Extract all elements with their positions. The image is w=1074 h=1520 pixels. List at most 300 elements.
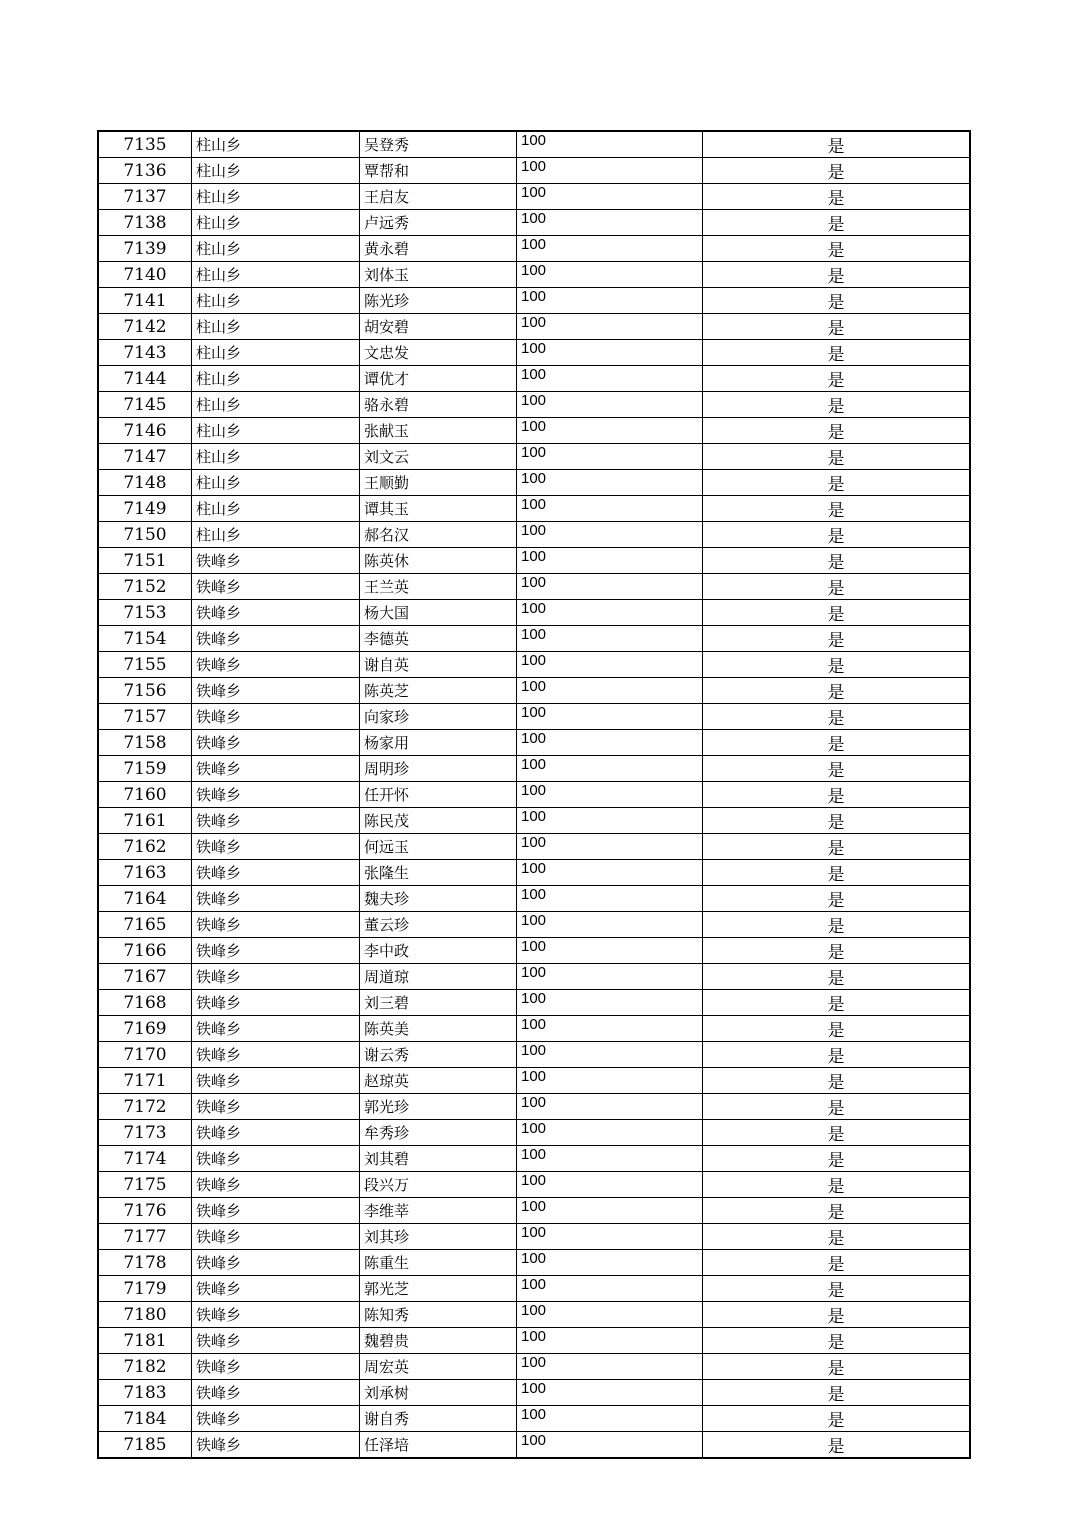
cell-serial-number: 7159 xyxy=(98,756,192,782)
cell-person-name: 董云珍 xyxy=(360,912,517,938)
cell-amount: 100 xyxy=(517,652,703,678)
cell-status: 是 xyxy=(703,236,971,262)
cell-serial-number: 7164 xyxy=(98,886,192,912)
cell-township: 铁峰乡 xyxy=(192,1224,360,1250)
cell-status: 是 xyxy=(703,756,971,782)
cell-status: 是 xyxy=(703,1016,971,1042)
cell-status: 是 xyxy=(703,886,971,912)
cell-serial-number: 7153 xyxy=(98,600,192,626)
cell-status: 是 xyxy=(703,262,971,288)
cell-status: 是 xyxy=(703,678,971,704)
cell-serial-number: 7177 xyxy=(98,1224,192,1250)
cell-amount: 100 xyxy=(517,236,703,262)
table-row xyxy=(98,990,970,1016)
cell-status: 是 xyxy=(703,574,971,600)
cell-status: 是 xyxy=(703,288,971,314)
cell-township: 铁峰乡 xyxy=(192,626,360,652)
cell-township: 铁峰乡 xyxy=(192,1094,360,1120)
cell-status: 是 xyxy=(703,340,971,366)
cell-status: 是 xyxy=(703,1068,971,1094)
cell-township: 铁峰乡 xyxy=(192,912,360,938)
cell-serial-number: 7161 xyxy=(98,808,192,834)
cell-person-name: 张献玉 xyxy=(360,418,517,444)
cell-status: 是 xyxy=(703,990,971,1016)
cell-person-name: 牟秀珍 xyxy=(360,1120,517,1146)
cell-status: 是 xyxy=(703,131,971,158)
cell-amount: 100 xyxy=(517,1120,703,1146)
cell-serial-number: 7142 xyxy=(98,314,192,340)
cell-township: 铁峰乡 xyxy=(192,1380,360,1406)
cell-serial-number: 7140 xyxy=(98,262,192,288)
cell-amount: 100 xyxy=(517,1432,703,1459)
table-row xyxy=(98,1224,970,1250)
cell-township: 铁峰乡 xyxy=(192,1042,360,1068)
cell-serial-number: 7163 xyxy=(98,860,192,886)
cell-status: 是 xyxy=(703,470,971,496)
cell-status: 是 xyxy=(703,704,971,730)
cell-person-name: 刘承树 xyxy=(360,1380,517,1406)
cell-person-name: 李德英 xyxy=(360,626,517,652)
cell-amount: 100 xyxy=(517,1276,703,1302)
cell-amount: 100 xyxy=(517,210,703,236)
table-row xyxy=(98,1120,970,1146)
cell-status: 是 xyxy=(703,938,971,964)
cell-person-name: 周明珍 xyxy=(360,756,517,782)
cell-person-name: 王启友 xyxy=(360,184,517,210)
cell-serial-number: 7156 xyxy=(98,678,192,704)
table-row xyxy=(98,1380,970,1406)
table-row xyxy=(98,808,970,834)
cell-amount: 100 xyxy=(517,938,703,964)
cell-person-name: 谢自英 xyxy=(360,652,517,678)
cell-serial-number: 7137 xyxy=(98,184,192,210)
cell-amount: 100 xyxy=(517,1042,703,1068)
cell-status: 是 xyxy=(703,834,971,860)
cell-amount: 100 xyxy=(517,1094,703,1120)
table-row xyxy=(98,1276,970,1302)
cell-person-name: 谭优才 xyxy=(360,366,517,392)
cell-township: 铁峰乡 xyxy=(192,1302,360,1328)
cell-amount: 100 xyxy=(517,808,703,834)
cell-person-name: 郭光芝 xyxy=(360,1276,517,1302)
table-row xyxy=(98,288,970,314)
cell-amount: 100 xyxy=(517,964,703,990)
cell-status: 是 xyxy=(703,548,971,574)
cell-person-name: 向家珍 xyxy=(360,704,517,730)
cell-township: 铁峰乡 xyxy=(192,574,360,600)
cell-amount: 100 xyxy=(517,1224,703,1250)
table-row xyxy=(98,496,970,522)
cell-status: 是 xyxy=(703,392,971,418)
table-row xyxy=(98,782,970,808)
cell-township: 铁峰乡 xyxy=(192,1198,360,1224)
cell-township: 铁峰乡 xyxy=(192,1432,360,1459)
cell-township: 柱山乡 xyxy=(192,288,360,314)
cell-serial-number: 7151 xyxy=(98,548,192,574)
cell-serial-number: 7168 xyxy=(98,990,192,1016)
cell-serial-number: 7170 xyxy=(98,1042,192,1068)
table-row xyxy=(98,366,970,392)
cell-township: 铁峰乡 xyxy=(192,548,360,574)
table-row xyxy=(98,418,970,444)
cell-serial-number: 7149 xyxy=(98,496,192,522)
cell-status: 是 xyxy=(703,1042,971,1068)
cell-person-name: 杨大国 xyxy=(360,600,517,626)
cell-township: 柱山乡 xyxy=(192,366,360,392)
cell-person-name: 王顺勤 xyxy=(360,470,517,496)
table-row xyxy=(98,522,970,548)
table-row xyxy=(98,1354,970,1380)
cell-person-name: 张隆生 xyxy=(360,860,517,886)
cell-serial-number: 7147 xyxy=(98,444,192,470)
cell-amount: 100 xyxy=(517,860,703,886)
cell-serial-number: 7158 xyxy=(98,730,192,756)
table-row xyxy=(98,1016,970,1042)
cell-amount: 100 xyxy=(517,678,703,704)
table-row xyxy=(98,730,970,756)
cell-serial-number: 7176 xyxy=(98,1198,192,1224)
cell-person-name: 吴登秀 xyxy=(360,131,517,158)
cell-amount: 100 xyxy=(517,626,703,652)
cell-serial-number: 7148 xyxy=(98,470,192,496)
cell-serial-number: 7139 xyxy=(98,236,192,262)
cell-amount: 100 xyxy=(517,1302,703,1328)
cell-amount: 100 xyxy=(517,1250,703,1276)
cell-township: 铁峰乡 xyxy=(192,1250,360,1276)
table-row xyxy=(98,964,970,990)
cell-person-name: 陈民茂 xyxy=(360,808,517,834)
cell-amount: 100 xyxy=(517,834,703,860)
cell-township: 铁峰乡 xyxy=(192,964,360,990)
cell-township: 柱山乡 xyxy=(192,236,360,262)
table-row xyxy=(98,1250,970,1276)
table-row xyxy=(98,1068,970,1094)
cell-township: 铁峰乡 xyxy=(192,938,360,964)
cell-amount: 100 xyxy=(517,548,703,574)
cell-amount: 100 xyxy=(517,444,703,470)
cell-status: 是 xyxy=(703,1250,971,1276)
cell-person-name: 杨家用 xyxy=(360,730,517,756)
cell-amount: 100 xyxy=(517,1328,703,1354)
cell-township: 柱山乡 xyxy=(192,158,360,184)
cell-person-name: 郝名汉 xyxy=(360,522,517,548)
cell-serial-number: 7138 xyxy=(98,210,192,236)
cell-township: 柱山乡 xyxy=(192,131,360,158)
cell-amount: 100 xyxy=(517,1172,703,1198)
cell-serial-number: 7169 xyxy=(98,1016,192,1042)
cell-amount: 100 xyxy=(517,600,703,626)
cell-serial-number: 7146 xyxy=(98,418,192,444)
cell-status: 是 xyxy=(703,1328,971,1354)
cell-person-name: 王兰英 xyxy=(360,574,517,600)
cell-person-name: 段兴万 xyxy=(360,1172,517,1198)
cell-person-name: 李维莘 xyxy=(360,1198,517,1224)
cell-person-name: 陈英休 xyxy=(360,548,517,574)
cell-serial-number: 7185 xyxy=(98,1432,192,1459)
cell-amount: 100 xyxy=(517,158,703,184)
cell-amount: 100 xyxy=(517,782,703,808)
cell-status: 是 xyxy=(703,1224,971,1250)
cell-township: 铁峰乡 xyxy=(192,990,360,1016)
table-row xyxy=(98,470,970,496)
cell-township: 铁峰乡 xyxy=(192,782,360,808)
cell-amount: 100 xyxy=(517,1146,703,1172)
cell-township: 铁峰乡 xyxy=(192,860,360,886)
cell-township: 铁峰乡 xyxy=(192,600,360,626)
cell-person-name: 胡安碧 xyxy=(360,314,517,340)
table-row xyxy=(98,756,970,782)
cell-serial-number: 7155 xyxy=(98,652,192,678)
cell-serial-number: 7178 xyxy=(98,1250,192,1276)
cell-status: 是 xyxy=(703,1302,971,1328)
cell-township: 铁峰乡 xyxy=(192,1276,360,1302)
cell-amount: 100 xyxy=(517,730,703,756)
cell-township: 柱山乡 xyxy=(192,496,360,522)
table-row xyxy=(98,340,970,366)
cell-township: 铁峰乡 xyxy=(192,756,360,782)
cell-serial-number: 7145 xyxy=(98,392,192,418)
cell-serial-number: 7162 xyxy=(98,834,192,860)
cell-township: 铁峰乡 xyxy=(192,678,360,704)
cell-status: 是 xyxy=(703,860,971,886)
cell-serial-number: 7136 xyxy=(98,158,192,184)
cell-amount: 100 xyxy=(517,522,703,548)
table-row xyxy=(98,1146,970,1172)
cell-serial-number: 7143 xyxy=(98,340,192,366)
cell-status: 是 xyxy=(703,418,971,444)
table-row xyxy=(98,210,970,236)
cell-serial-number: 7183 xyxy=(98,1380,192,1406)
table-row xyxy=(98,1328,970,1354)
cell-amount: 100 xyxy=(517,990,703,1016)
cell-amount: 100 xyxy=(517,756,703,782)
cell-person-name: 卢远秀 xyxy=(360,210,517,236)
cell-status: 是 xyxy=(703,158,971,184)
cell-serial-number: 7184 xyxy=(98,1406,192,1432)
cell-township: 铁峰乡 xyxy=(192,1406,360,1432)
table-row xyxy=(98,626,970,652)
cell-status: 是 xyxy=(703,1432,971,1459)
table-body xyxy=(98,131,970,1458)
cell-status: 是 xyxy=(703,964,971,990)
cell-person-name: 陈英美 xyxy=(360,1016,517,1042)
cell-person-name: 何远玉 xyxy=(360,834,517,860)
cell-serial-number: 7180 xyxy=(98,1302,192,1328)
cell-township: 铁峰乡 xyxy=(192,1172,360,1198)
cell-status: 是 xyxy=(703,184,971,210)
cell-person-name: 任泽培 xyxy=(360,1432,517,1459)
cell-serial-number: 7135 xyxy=(98,131,192,158)
cell-status: 是 xyxy=(703,1198,971,1224)
cell-status: 是 xyxy=(703,808,971,834)
cell-amount: 100 xyxy=(517,1406,703,1432)
cell-serial-number: 7174 xyxy=(98,1146,192,1172)
spreadsheet-page xyxy=(97,130,971,1459)
table-row xyxy=(98,314,970,340)
cell-status: 是 xyxy=(703,444,971,470)
data-table xyxy=(97,130,971,1459)
table-row xyxy=(98,938,970,964)
cell-status: 是 xyxy=(703,496,971,522)
cell-amount: 100 xyxy=(517,1016,703,1042)
cell-amount: 100 xyxy=(517,1198,703,1224)
cell-township: 柱山乡 xyxy=(192,262,360,288)
cell-serial-number: 7160 xyxy=(98,782,192,808)
cell-person-name: 陈光珍 xyxy=(360,288,517,314)
table-row xyxy=(98,912,970,938)
cell-person-name: 谢云秀 xyxy=(360,1042,517,1068)
cell-serial-number: 7157 xyxy=(98,704,192,730)
cell-township: 铁峰乡 xyxy=(192,1016,360,1042)
cell-serial-number: 7150 xyxy=(98,522,192,548)
cell-township: 柱山乡 xyxy=(192,184,360,210)
table-row xyxy=(98,600,970,626)
cell-status: 是 xyxy=(703,366,971,392)
cell-township: 柱山乡 xyxy=(192,210,360,236)
cell-township: 柱山乡 xyxy=(192,418,360,444)
table-row xyxy=(98,860,970,886)
cell-serial-number: 7173 xyxy=(98,1120,192,1146)
cell-township: 铁峰乡 xyxy=(192,1068,360,1094)
cell-township: 铁峰乡 xyxy=(192,1328,360,1354)
cell-township: 柱山乡 xyxy=(192,392,360,418)
cell-person-name: 李中政 xyxy=(360,938,517,964)
cell-status: 是 xyxy=(703,626,971,652)
table-row xyxy=(98,1094,970,1120)
cell-person-name: 谭其玉 xyxy=(360,496,517,522)
cell-township: 铁峰乡 xyxy=(192,704,360,730)
table-row xyxy=(98,574,970,600)
cell-amount: 100 xyxy=(517,574,703,600)
cell-person-name: 陈重生 xyxy=(360,1250,517,1276)
cell-person-name: 赵琼英 xyxy=(360,1068,517,1094)
cell-status: 是 xyxy=(703,1172,971,1198)
table-row xyxy=(98,131,970,158)
cell-person-name: 周道琼 xyxy=(360,964,517,990)
cell-amount: 100 xyxy=(517,314,703,340)
cell-status: 是 xyxy=(703,912,971,938)
cell-status: 是 xyxy=(703,1094,971,1120)
cell-person-name: 刘其碧 xyxy=(360,1146,517,1172)
cell-status: 是 xyxy=(703,522,971,548)
table-row xyxy=(98,158,970,184)
table-row xyxy=(98,1042,970,1068)
cell-person-name: 谢自秀 xyxy=(360,1406,517,1432)
cell-serial-number: 7175 xyxy=(98,1172,192,1198)
cell-status: 是 xyxy=(703,210,971,236)
cell-township: 铁峰乡 xyxy=(192,1146,360,1172)
cell-status: 是 xyxy=(703,652,971,678)
cell-amount: 100 xyxy=(517,470,703,496)
cell-person-name: 郭光珍 xyxy=(360,1094,517,1120)
cell-serial-number: 7154 xyxy=(98,626,192,652)
cell-serial-number: 7152 xyxy=(98,574,192,600)
cell-serial-number: 7181 xyxy=(98,1328,192,1354)
cell-person-name: 刘文云 xyxy=(360,444,517,470)
cell-serial-number: 7141 xyxy=(98,288,192,314)
table-row xyxy=(98,236,970,262)
table-row xyxy=(98,1198,970,1224)
cell-status: 是 xyxy=(703,1380,971,1406)
cell-amount: 100 xyxy=(517,366,703,392)
cell-amount: 100 xyxy=(517,131,703,158)
table-row xyxy=(98,1172,970,1198)
cell-person-name: 陈知秀 xyxy=(360,1302,517,1328)
cell-township: 铁峰乡 xyxy=(192,1120,360,1146)
cell-township: 柱山乡 xyxy=(192,444,360,470)
cell-township: 柱山乡 xyxy=(192,470,360,496)
cell-status: 是 xyxy=(703,782,971,808)
table-row xyxy=(98,704,970,730)
cell-amount: 100 xyxy=(517,1068,703,1094)
cell-amount: 100 xyxy=(517,340,703,366)
cell-status: 是 xyxy=(703,1354,971,1380)
table-row xyxy=(98,444,970,470)
cell-amount: 100 xyxy=(517,262,703,288)
cell-person-name: 周宏英 xyxy=(360,1354,517,1380)
cell-amount: 100 xyxy=(517,184,703,210)
cell-serial-number: 7179 xyxy=(98,1276,192,1302)
cell-amount: 100 xyxy=(517,288,703,314)
cell-amount: 100 xyxy=(517,1354,703,1380)
cell-amount: 100 xyxy=(517,418,703,444)
cell-serial-number: 7171 xyxy=(98,1068,192,1094)
cell-status: 是 xyxy=(703,730,971,756)
cell-amount: 100 xyxy=(517,886,703,912)
cell-township: 铁峰乡 xyxy=(192,834,360,860)
table-row xyxy=(98,678,970,704)
cell-person-name: 文忠发 xyxy=(360,340,517,366)
table-row xyxy=(98,886,970,912)
cell-township: 柱山乡 xyxy=(192,314,360,340)
cell-person-name: 骆永碧 xyxy=(360,392,517,418)
table-row xyxy=(98,184,970,210)
cell-status: 是 xyxy=(703,1146,971,1172)
cell-person-name: 任开怀 xyxy=(360,782,517,808)
cell-person-name: 魏碧贵 xyxy=(360,1328,517,1354)
cell-township: 铁峰乡 xyxy=(192,652,360,678)
cell-serial-number: 7144 xyxy=(98,366,192,392)
table-row xyxy=(98,1302,970,1328)
cell-person-name: 黄永碧 xyxy=(360,236,517,262)
cell-amount: 100 xyxy=(517,912,703,938)
cell-serial-number: 7167 xyxy=(98,964,192,990)
cell-township: 铁峰乡 xyxy=(192,730,360,756)
table-row xyxy=(98,1406,970,1432)
table-row xyxy=(98,548,970,574)
table-row xyxy=(98,652,970,678)
cell-person-name: 刘体玉 xyxy=(360,262,517,288)
table-row xyxy=(98,1432,970,1459)
cell-status: 是 xyxy=(703,1276,971,1302)
cell-amount: 100 xyxy=(517,496,703,522)
cell-status: 是 xyxy=(703,1406,971,1432)
cell-person-name: 魏夫珍 xyxy=(360,886,517,912)
table-row xyxy=(98,392,970,418)
cell-amount: 100 xyxy=(517,704,703,730)
cell-township: 柱山乡 xyxy=(192,340,360,366)
cell-serial-number: 7172 xyxy=(98,1094,192,1120)
cell-status: 是 xyxy=(703,314,971,340)
table-row xyxy=(98,262,970,288)
cell-status: 是 xyxy=(703,1120,971,1146)
cell-person-name: 陈英芝 xyxy=(360,678,517,704)
cell-status: 是 xyxy=(703,600,971,626)
cell-township: 铁峰乡 xyxy=(192,808,360,834)
cell-person-name: 覃帮和 xyxy=(360,158,517,184)
cell-serial-number: 7165 xyxy=(98,912,192,938)
cell-amount: 100 xyxy=(517,392,703,418)
